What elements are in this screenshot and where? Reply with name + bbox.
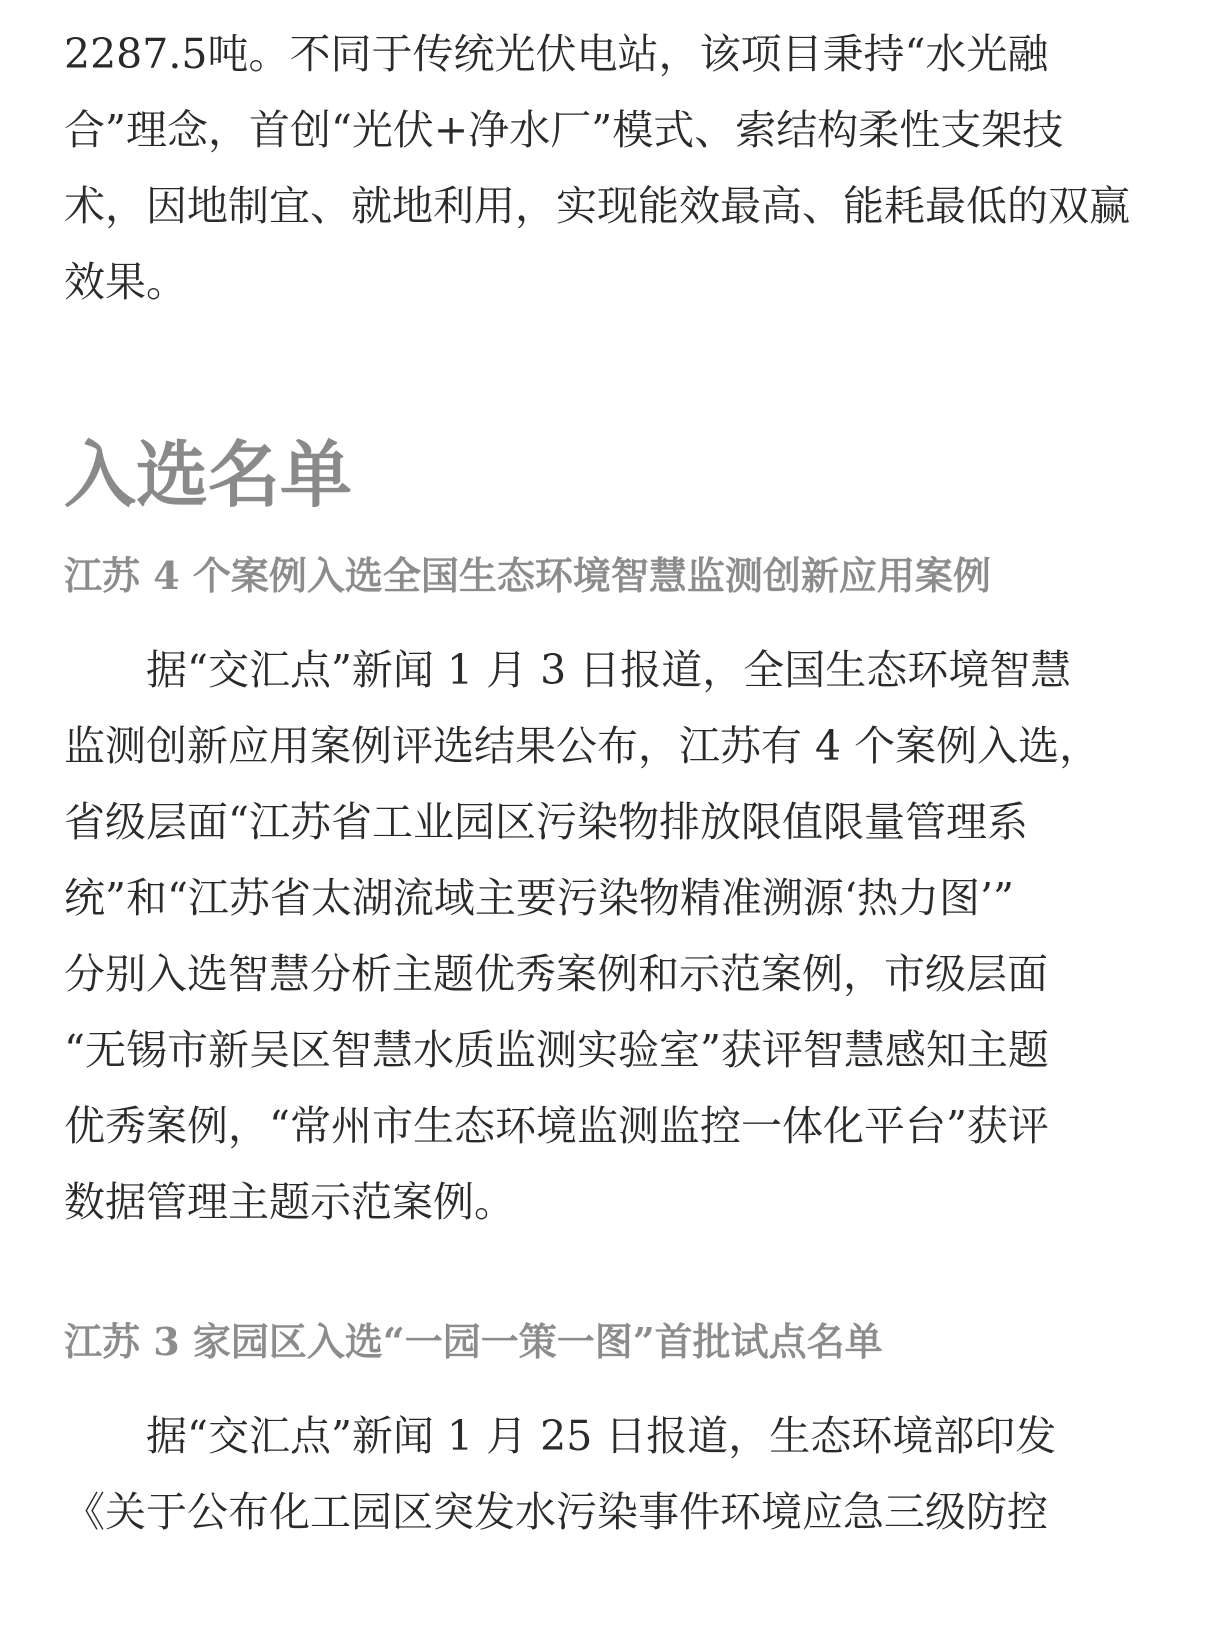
- item2-line-2: 《关于公布化工园区突发水污染事件环境应急三级防控: [64, 1488, 1048, 1536]
- item1-line-5: 分别入选智慧分析主题优秀案例和示范案例，市级层面: [64, 950, 1048, 998]
- item2-paragraph: [64, 1398, 1164, 1550]
- item1-line-8: 数据管理主题示范案例。: [64, 1178, 515, 1226]
- item1-line-3: 省级层面“江苏省工业园区污染物排放限值限量管理系: [64, 798, 1028, 846]
- intro-paragraph: [64, 16, 1164, 320]
- item1-line-7: 优秀案例，“常州市生态环境监测监控一体化平台”获评: [64, 1102, 1049, 1150]
- intro-line-1: 2287.5吨。不同于传统光伏电站，该项目秉持“水光融: [64, 30, 1049, 78]
- item1-line-1: 据“交汇点”新闻 1 月 3 日报道，全国生态环境智慧: [64, 646, 1072, 694]
- item2-line-1: 据“交汇点”新闻 1 月 25 日报道，生态环境部印发: [64, 1412, 1057, 1460]
- intro-line-2: 合”理念，首创“光伏+净水厂”模式、索结构柔性支架技: [64, 106, 1064, 154]
- item1-line-2: 监测创新应用案例评选结果公布，江苏有 4 个案例入选，: [64, 722, 1101, 770]
- item1-line-6: “无锡市新吴区智慧水质监测实验室”获评智慧感知主题: [64, 1026, 1049, 1074]
- intro-line-4: 效果。: [64, 258, 187, 306]
- item1-paragraph: [64, 632, 1164, 1240]
- item1-heading: 江苏 4 个案例入选全国生态环境智慧监测创新应用案例: [64, 553, 991, 598]
- item1-line-4: 统”和“江苏省太湖流域主要污染物精准溯源‘热力图’”: [64, 874, 1014, 922]
- item2-heading: 江苏 3 家园区入选“一园一策一图”首批试点名单: [64, 1319, 883, 1364]
- intro-line-3: 术，因地制宜、就地利用，实现能效最高、能耗最低的双赢: [64, 182, 1130, 230]
- section-title: 入选名单: [64, 433, 353, 517]
